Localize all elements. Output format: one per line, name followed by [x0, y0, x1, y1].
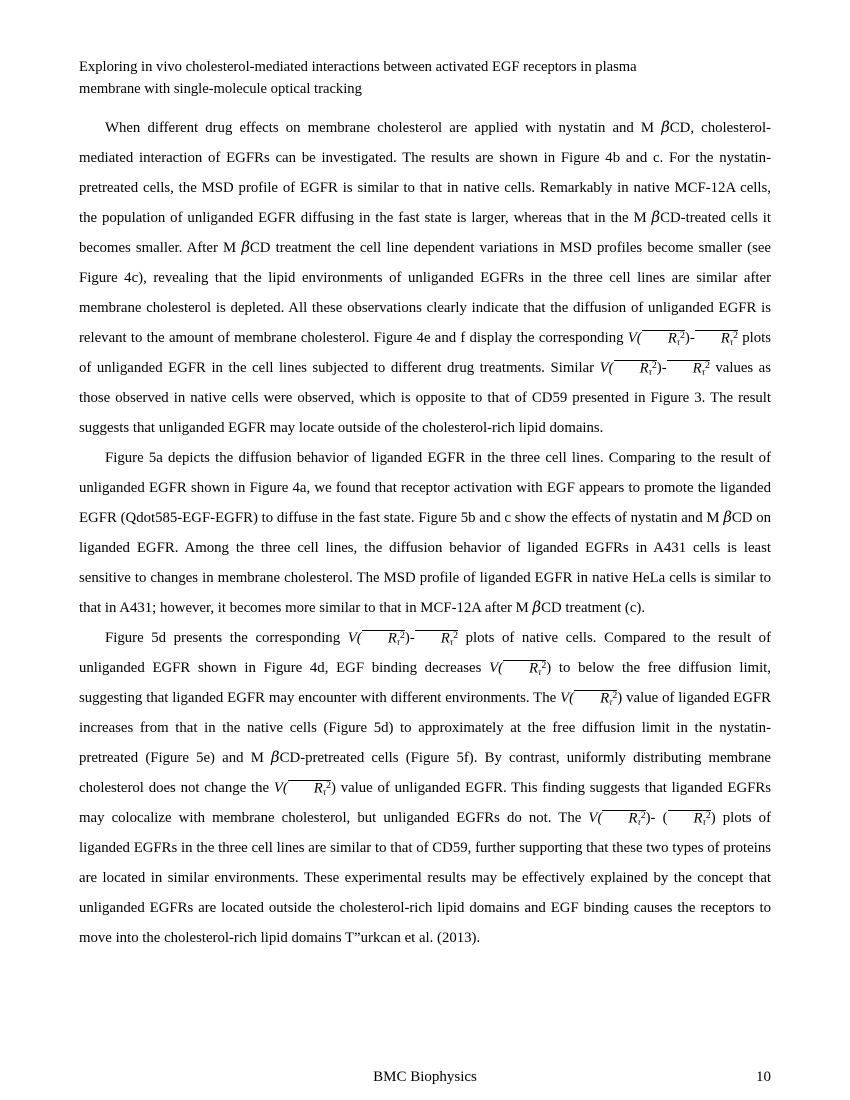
math-overbar-group [695, 330, 738, 347]
math-R: R [313, 780, 323, 796]
beta-symbol: β [723, 509, 732, 526]
p3-seg-5: CD-pretreated cells (Figure 5f). By contrast, uniformly distributing membrane cholesterol does not change the [79, 750, 771, 796]
math-V-Rtau2 [274, 780, 336, 796]
math-exponent: 2 [326, 779, 331, 791]
beta-symbol: β [532, 599, 542, 616]
math-exponent: 2 [541, 659, 547, 671]
p3-seg-6: value of unliganded EGFR. This finding suggests that liganded EGFRs may colocalize with membrane cholesterol, but unliganded EGFRs do not. The [79, 780, 771, 826]
math-overbar-group [503, 660, 546, 677]
footer-journal-name: BMC Biophysics [373, 1069, 477, 1085]
math-open-paren: ( [662, 810, 668, 826]
math-V-open: V( [599, 360, 614, 376]
math-minus: - [650, 810, 656, 826]
math-overbar-group [415, 630, 458, 647]
running-head-line-1: Exploring in vivo cholesterol-mediated interactions between activated EGF receptors in plasma [79, 59, 637, 75]
math-tau: τ [676, 336, 681, 347]
footer-inner [79, 1066, 771, 1088]
math-overbar-group [667, 360, 710, 377]
math-close-paren: ) [617, 690, 623, 706]
math-overbar-group [362, 630, 405, 647]
math-exponent: 2 [453, 629, 458, 641]
math-close-paren: ) [330, 780, 336, 796]
beta-symbol: β [271, 749, 280, 766]
math-R: R [720, 330, 730, 346]
math-close-paren: ) [546, 660, 552, 676]
math-exponent: 2 [705, 809, 711, 821]
math-R: R [692, 360, 702, 376]
math-V-Rtau2-minus-Rtau2 [600, 360, 710, 376]
math-exponent: 2 [680, 329, 685, 341]
p1-seg-2: CD, cholesterol-mediated interaction of EGFRs can be investigated. The results are shown in Figure 4b and c. For the nystatin-pretreated cells, the MSD profile of EGFR is similar to that in native cells. Remarkably in native MCF-12A cells, the population of unliganded EGFR diffusing in the fast state is larger, whereas that in the M [79, 120, 771, 226]
math-V-Rtau2-minus-paren-Rtau2 [588, 810, 715, 826]
p3-seg-7: plots of liganded EGFRs in the three cell lines are similar to that of CD59, further supporting that these two types of proteins are located in similar environments. These experimental results may be effectively explained by the concept that unliganded EGFRs are located outside the cholesterol-rich lipid domains and EGF binding causes the receptors to move into the cholesterol-rich lipid domains T”urkcan et al. (2013). [79, 810, 771, 946]
math-V-open: V( [627, 330, 642, 346]
math-R: R [529, 660, 539, 676]
math-tau: τ [702, 816, 706, 827]
math-tau: τ [701, 366, 705, 377]
p1-seg-3: CD-treated cells it becomes smaller. After M [79, 210, 771, 256]
math-R: R [693, 810, 703, 826]
math-tau: τ [637, 816, 641, 827]
math-exponent: 2 [704, 359, 710, 371]
math-close-paren: ) [404, 630, 410, 646]
math-close-paren: ) [684, 330, 690, 346]
beta-symbol: β [241, 239, 250, 256]
math-V-open: V( [588, 810, 603, 826]
footer-page-number: 10 [756, 1069, 771, 1085]
math-close-paren: ) [656, 360, 662, 376]
math-close-paren: ) [710, 810, 716, 826]
p2-seg-3: CD treatment (c). [541, 600, 646, 616]
math-close-paren: ) [645, 810, 651, 826]
p1-seg-1: When different drug effects on membrane cholesterol are applied with nystatin and M [105, 120, 662, 136]
p3-seg-4: value of liganded EGFR increases from that in the native cells (Figure 5d) to approximately at the free diffusion limit in the nystatin-pretreated (Figure 5e) and M [79, 690, 771, 766]
math-exponent: 2 [640, 809, 646, 821]
math-tau: τ [648, 366, 652, 377]
math-tau: τ [538, 666, 542, 677]
math-V-open: V( [347, 630, 362, 646]
math-tau: τ [609, 696, 613, 707]
p2-seg-2: CD on liganded EGFR. Among the three cell lines, the diffusion behavior of liganded EGFRs in A431 cells is least sensitive to changes in membrane cholesterol. The MSD profile of liganded EGFR in native HeLa cells is similar to that in A431; however, it becomes more similar to that in MCF-12A after M [79, 510, 771, 616]
p3-seg-1: Figure 5d presents the corresponding [105, 630, 348, 646]
math-tau: τ [729, 336, 734, 347]
math-exponent: 2 [733, 329, 738, 341]
math-V-Rtau2-minus-Rtau2 [348, 630, 458, 646]
math-exponent: 2 [400, 629, 405, 641]
math-overbar-group [288, 780, 331, 797]
math-minus: - [661, 360, 667, 376]
p1-seg-6: values as those observed in native cells were observed, which is opposite to that of CD59 presented in Figure 3. The result suggests that unliganded EGFR may locate outside of the cholesterol-rich lipid domains. [79, 360, 772, 436]
math-tau: τ [322, 786, 327, 797]
p2-seg-1: Figure 5a depicts the diffusion behavior of liganded EGFR in the three cell lines. Comparing to the result of unliganded EGFR shown in Figure 4a, we found that receptor activation with EGF appears to promote the liganded EGFR (Qdot585-EGF-EGFR) to diffuse in the fast state. Figure 5b and c show the effects of nystatin and M [79, 450, 771, 526]
page-content [79, 56, 771, 953]
math-R: R [628, 810, 638, 826]
beta-symbol: β [651, 209, 661, 226]
math-exponent: 2 [612, 689, 618, 701]
paragraph-2 [79, 443, 771, 623]
math-V-Rtau2-minus-Rtau2 [628, 330, 738, 346]
math-overbar-group [642, 330, 685, 347]
math-R: R [600, 690, 610, 706]
beta-symbol: β [661, 119, 670, 136]
math-tau: τ [449, 636, 454, 647]
p1-seg-4: CD treatment the cell line dependent variations in MSD profiles become smaller (see Figure 4c), revealing that the lipid environments of unliganded EGFRs in the three cell lines are similar after membrane cholesterol is depleted. All these observations clearly indicate that the diffusion of unliganded EGFR is relevant to the amount of membrane cholesterol. Figure 4e and f display the corresponding [79, 240, 771, 346]
math-overbar-group [574, 690, 617, 707]
math-overbar-group [614, 360, 657, 377]
math-exponent: 2 [651, 359, 657, 371]
math-V-open: V( [560, 690, 575, 706]
body-text [79, 113, 771, 953]
math-V-Rtau2 [560, 690, 622, 706]
math-tau: τ [396, 636, 401, 647]
p3-seg-3: to below the free diffusion limit, suggesting that liganded EGFR may encounter with different environments. The [79, 660, 771, 706]
p3-seg-2: plots of native cells. Compared to the result of unliganded EGFR shown in Figure 4d, EGF binding decreases [79, 630, 771, 676]
math-R: R [639, 360, 649, 376]
math-R: R [440, 630, 450, 646]
math-R: R [667, 330, 677, 346]
paragraph-1 [79, 113, 771, 443]
p1-seg-5: plots of unliganded EGFR in the cell lines subjected to different drug treatments. Similar [79, 330, 772, 376]
page-footer [79, 1066, 771, 1088]
math-overbar-group [602, 810, 645, 827]
math-V-Rtau2 [489, 660, 551, 676]
math-V-open: V( [489, 660, 504, 676]
math-minus: - [689, 330, 695, 346]
math-R: R [387, 630, 397, 646]
math-overbar-group [668, 810, 711, 827]
math-V-open: V( [273, 780, 288, 796]
paragraph-3 [79, 623, 771, 953]
math-minus: - [409, 630, 415, 646]
running-head-line-2: membrane with single-molecule optical tracking [79, 81, 362, 97]
running-head [79, 56, 771, 100]
